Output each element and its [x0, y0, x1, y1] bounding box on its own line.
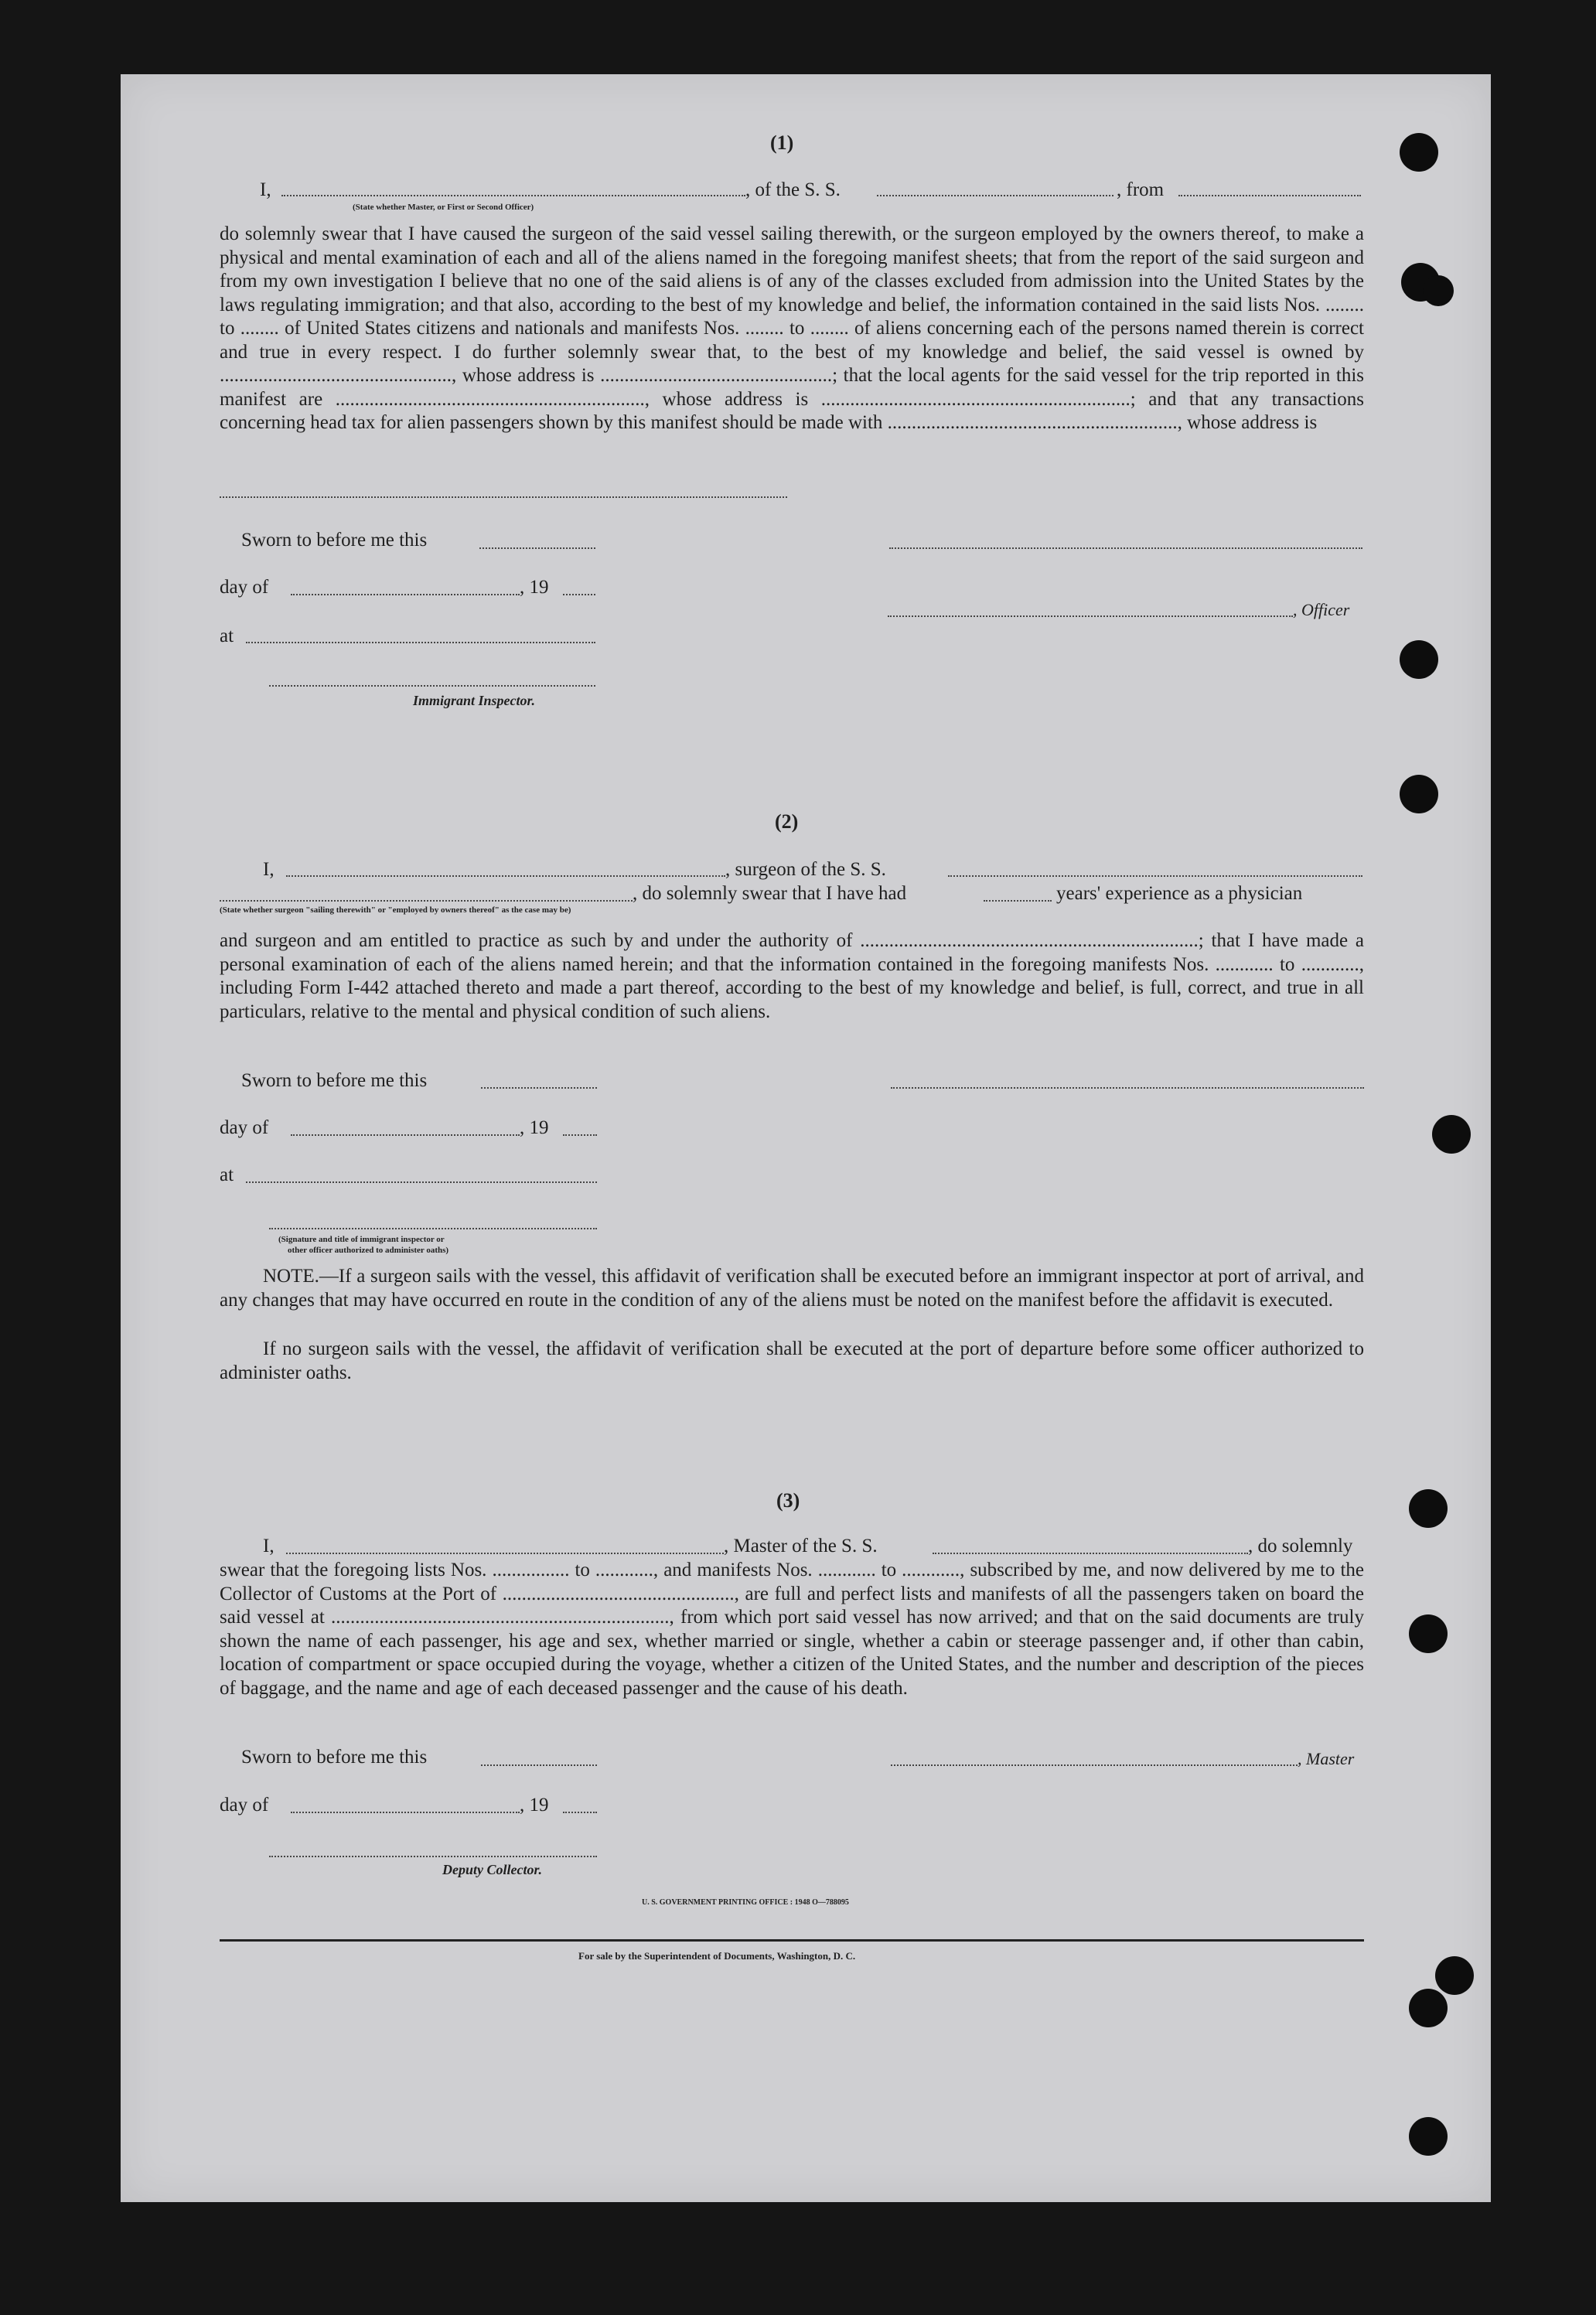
s3-day-of-label: day of	[220, 1795, 269, 1816]
s1-day-of-label: day of	[220, 577, 269, 598]
s2-year-field[interactable]	[563, 1134, 597, 1136]
s2-at-field[interactable]	[246, 1181, 597, 1183]
s2-signature-caption-2: other officer authorized to administer oaths)	[288, 1246, 449, 1255]
s2-day-field[interactable]	[291, 1134, 520, 1136]
s1-from-label: , from	[1117, 179, 1165, 200]
punch-hole	[1400, 775, 1438, 813]
s2-swear-label: , do solemnly swear that I have had	[633, 883, 907, 904]
s3-year-field[interactable]	[563, 1812, 597, 1813]
s1-i-label: I,	[260, 179, 271, 200]
s1-officer-label: , Officer	[1293, 600, 1350, 619]
punch-hole	[1400, 640, 1438, 679]
s1-officer-field[interactable]	[888, 615, 1293, 617]
s1-signature-field[interactable]	[889, 547, 1362, 549]
s1-at-label: at	[220, 626, 234, 646]
s1-caption-master: (State whether Master, or First or Second Officer)	[353, 203, 534, 212]
punch-hole	[1409, 1614, 1448, 1653]
s2-i-label: I,	[263, 859, 275, 880]
s1-immigrant-inspector-label: Immigrant Inspector.	[413, 693, 536, 708]
s3-master-name-field[interactable]	[286, 1553, 724, 1554]
s3-master-label: , Master of the S. S.	[724, 1536, 878, 1556]
s2-years-field[interactable]	[984, 900, 1052, 902]
s2-at-label: at	[220, 1164, 234, 1185]
section-3-number: (3)	[776, 1489, 800, 1512]
s2-day-of-label: day of	[220, 1117, 269, 1138]
s1-officer-name-field[interactable]	[281, 195, 745, 196]
s1-vessel-field[interactable]	[877, 195, 1113, 196]
printing-office-imprint: U. S. GOVERNMENT PRINTING OFFICE : 1948 O—788095	[642, 1898, 849, 1907]
for-sale-notice: For sale by the Superintendent of Documents, Washington, D. C.	[578, 1950, 856, 1962]
s1-sworn-label: Sworn to before me this	[241, 530, 428, 551]
punch-hole	[1409, 1989, 1448, 2027]
s2-signature-field[interactable]	[891, 1087, 1364, 1089]
footer-rule	[220, 1939, 1364, 1942]
punch-hole	[1423, 275, 1454, 306]
s1-inspector-signature-line[interactable]	[269, 685, 595, 687]
s2-sworn-field[interactable]	[481, 1087, 597, 1089]
s3-swear-label: , do solemnly	[1248, 1536, 1353, 1556]
s3-vessel-field[interactable]	[933, 1553, 1248, 1554]
punch-hole	[1432, 1115, 1471, 1154]
punch-hole	[1435, 1956, 1474, 1995]
s2-signature-caption-1: (Signature and title of immigrant inspector or	[278, 1235, 445, 1244]
s2-surgeon-type-field[interactable]	[220, 900, 633, 902]
s1-sworn-field[interactable]	[479, 547, 595, 549]
s1-from-field[interactable]	[1178, 195, 1361, 196]
s3-day-field[interactable]	[291, 1812, 520, 1813]
s1-of-ss-label: , of the S. S.	[745, 179, 841, 200]
s2-vessel-field[interactable]	[948, 875, 1362, 877]
s3-year-label: , 19	[520, 1795, 549, 1816]
s1-at-field[interactable]	[246, 642, 595, 643]
s3-master-title-label: , Master	[1298, 1749, 1355, 1768]
s3-oath-body: swear that the foregoing lists Nos. ................ to ............, and manifests Nos. ............ to ............, subscribed by me, and now delivered by me to the Collector of Customs at the Port of ................................................, are full and perfect lists and manifests of all the passengers taken on board the said vessel at ......................................................................, from which port said vessel has now arrived; and that on the said documents are truly shown the name of each passenger, his age and sex, whether married or single, whether a cabin or steerage passenger and, if other than cabin, location of compartment or space occupied during the voyage, whether a citizen of the United States, and the number and description of the pieces of baggage, and the name and age of each deceased passenger and the cause of his death.	[220, 1560, 1364, 1699]
s2-surgeon-label: , surgeon of the S. S.	[725, 859, 886, 880]
s2-caption-surgeon: (State whether surgeon "sailing therewith" or "employed by owners thereof" as the case may be)	[220, 905, 571, 915]
punch-hole	[1409, 2117, 1448, 2156]
s3-sworn-label: Sworn to before me this	[241, 1747, 428, 1768]
punch-hole	[1400, 133, 1438, 172]
section-2-number: (2)	[775, 810, 799, 833]
punch-hole	[1409, 1489, 1448, 1528]
s1-year-field[interactable]	[563, 594, 595, 595]
s3-deputy-collector-label: Deputy Collector.	[442, 1862, 542, 1877]
s3-sworn-field[interactable]	[481, 1764, 597, 1766]
s3-master-signature-field[interactable]	[891, 1764, 1298, 1766]
s1-address-field[interactable]	[220, 496, 787, 498]
s1-oath-body: do solemnly swear that I have caused the surgeon of the said vessel sailing therewith, or the surgeon employed by the owners thereof, to make a physical and mental examination of each and all of the aliens named in the foregoing manifest sheets; that from the report of the said surgeon and from my own investigation I believe that no one of the said aliens is of any of the classes excluded from admission into the United States by the laws regulating immigration; and that also, according to the best of my knowledge and belief, the information contained in the said lists Nos. ........ to ........ of United States citizens and nationals and manifests Nos. ........ to ........ of aliens concerning each of the persons named therein is correct and true in every respect. I do further solemnly swear that, to the best of my knowledge and belief, the said vessel is owned by ................................................, whose address is ................................................; that the local agents for the said vessel for the trip reported in this manifest are ................................................................, whose address is ................................................................; and that any transactions concerning head tax for alien passengers shown by this manifest should be made with ............................................................, whose address is	[220, 223, 1364, 433]
s1-day-field[interactable]	[291, 594, 520, 595]
s2-note: NOTE.—If a surgeon sails with the vessel, this affidavit of verification shall be executed before an immigrant inspector at port of arrival, and any changes that may have occurred en route in the condition of any of the aliens must be noted on the manifest before the affidavit is executed.	[220, 1266, 1364, 1311]
s2-sworn-label: Sworn to before me this	[241, 1070, 428, 1091]
s2-year-label: , 19	[520, 1117, 549, 1138]
s2-surgeon-name-field[interactable]	[286, 875, 725, 877]
s1-year-label: , 19	[520, 577, 549, 598]
section-1-number: (1)	[770, 131, 794, 154]
s2-note-2: If no surgeon sails with the vessel, the affidavit of verification shall be executed at the port of departure before some officer authorized to administer oaths.	[220, 1338, 1364, 1383]
s2-inspector-signature-line[interactable]	[269, 1228, 597, 1229]
s2-oath-body: and surgeon and am entitled to practice as such by and under the authority of ......................................................................; that I have made a personal examination of each of the aliens named herein; and that the information contained in the foregoing manifests Nos. ............ to ............, including Form I-442 attached thereto and made a part thereof, according to the best of my knowledge and belief, is full, correct, and true in all particulars, relative to the mental and physical condition of such aliens.	[220, 930, 1364, 1022]
s3-collector-signature-line[interactable]	[269, 1856, 597, 1857]
s3-i-label: I,	[263, 1536, 275, 1556]
s2-years-label: years' experience as a physician	[1056, 883, 1303, 904]
